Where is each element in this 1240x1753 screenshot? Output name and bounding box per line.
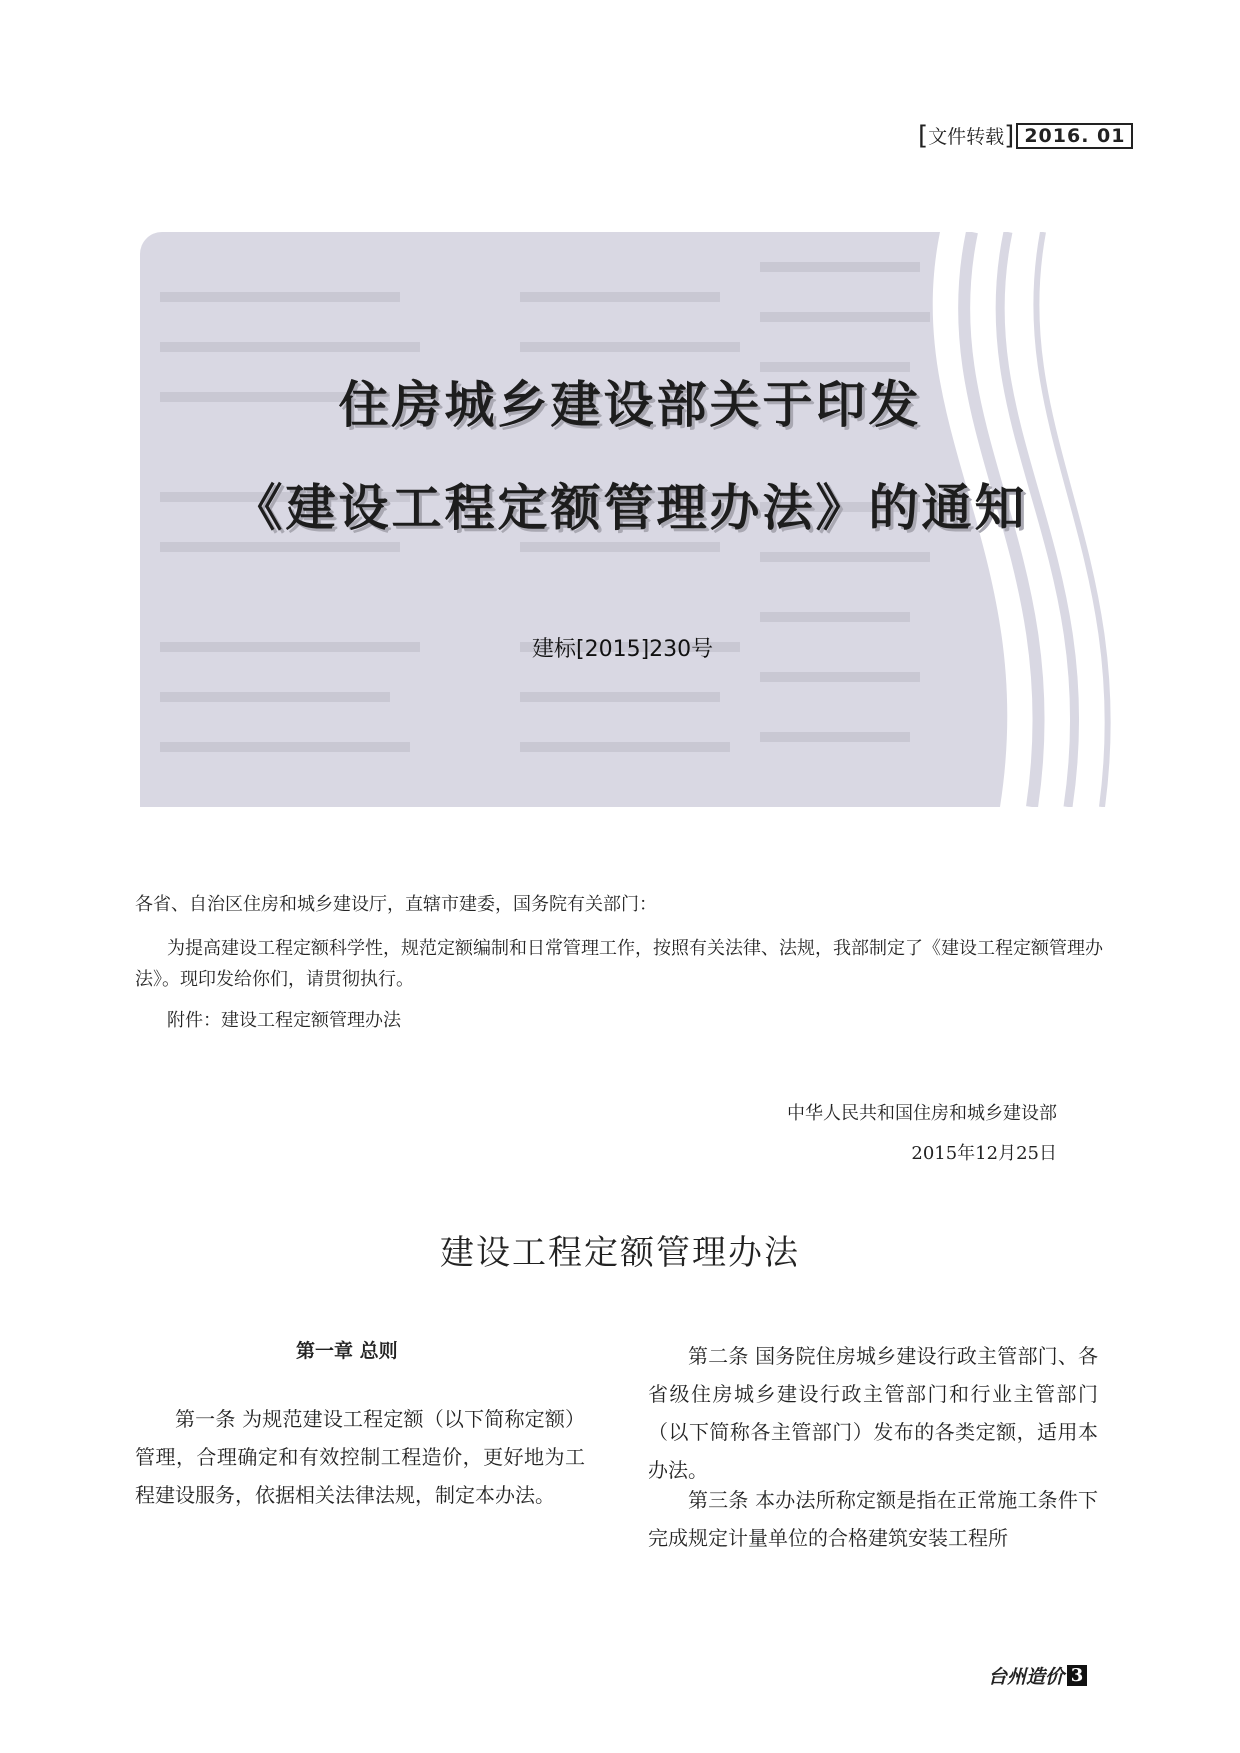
notice-body: 为提高建设工程定额科学性，规范定额编制和日常管理工作，按照有关法律、法规，我部制定了《建设工程定额管理办法》。现印发给你们，请贯彻执行。 <box>135 938 1103 990</box>
attachment-line: 附件：建设工程定额管理办法 <box>167 1010 401 1031</box>
document-number: 建标[2015]230号 <box>532 637 714 662</box>
page-footer <box>988 1662 1087 1689</box>
bracket-right: ] <box>1004 120 1015 151</box>
bracket-left: [ <box>918 120 929 151</box>
section-tag <box>918 122 1133 149</box>
issuing-authority: 中华人民共和国住房和城乡建设部 <box>787 1103 1057 1124</box>
chapter-heading: 第一章 总则 <box>296 1340 398 1362</box>
notice-title-line2: 《建设工程定额管理办法》的通知 <box>232 478 1028 537</box>
issue-date: 2015年12月25日 <box>911 1143 1057 1164</box>
page-number: 3 <box>1067 1665 1087 1686</box>
addressee: 各省、自治区住房和城乡建设厅，直辖市建委，国务院有关部门： <box>135 894 657 915</box>
journal-name: 台州造价 <box>988 1666 1065 1688</box>
notice-title-line1: 住房城乡建设部关于印发 <box>338 375 922 434</box>
article-2: 第二条 国务院住房城乡建设行政主管部门、各省级住房城乡建设行政主管部门和行业主管部门（以下简称各主管部门）发布的各类定额，适用本办法。 <box>648 1344 1098 1482</box>
article-3: 第三条 本办法所称定额是指在正常施工条件下完成规定计量单位的合格建筑安装工程所 <box>648 1488 1098 1550</box>
section-label: 文件转载 <box>928 126 1005 148</box>
regulation-title: 建设工程定额管理办法 <box>440 1233 800 1273</box>
issue-number: 2016. 01 <box>1016 123 1133 149</box>
article-1: 第一条 为规范建设工程定额（以下简称定额）管理，合理确定和有效控制工程造价，更好地为工程建设服务，依据相关法律法规，制定本办法。 <box>135 1407 585 1507</box>
